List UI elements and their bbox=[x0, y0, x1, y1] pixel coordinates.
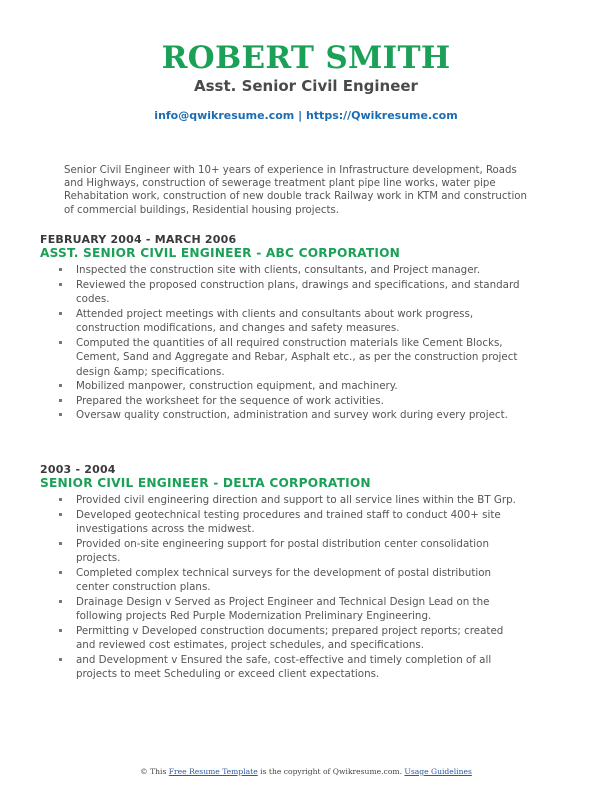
bullet-icon bbox=[59, 498, 62, 501]
list-item bbox=[40, 408, 524, 423]
bullet-text: and Development v Ensured the safe, cost-effective and timely completion of all projects to meet Scheduling or exceed client expectations. bbox=[76, 653, 492, 680]
job-bullets bbox=[40, 263, 540, 423]
list-item bbox=[40, 566, 524, 595]
email-link[interactable]: info@qwikresume.com bbox=[154, 109, 295, 122]
usage-guidelines-link[interactable]: Usage Guidelines bbox=[404, 767, 472, 776]
contact-line bbox=[0, 109, 612, 123]
bullet-text: Provided on-site engineering support for postal distribution center consolidation projects. bbox=[76, 537, 489, 564]
footer-middle: is the copyright of Qwikresume.com. bbox=[257, 767, 405, 776]
job-date: 2003 - 2004 bbox=[40, 463, 116, 476]
bullet-text: Prepared the worksheet for the sequence of work activities. bbox=[76, 394, 384, 407]
job-title: SENIOR CIVIL ENGINEER - DELTA CORPORATION bbox=[40, 476, 371, 490]
bullet-icon bbox=[59, 600, 62, 603]
bullet-icon bbox=[59, 542, 62, 545]
list-item bbox=[40, 508, 524, 537]
job-date: FEBRUARY 2004 - MARCH 2006 bbox=[40, 233, 237, 246]
bullet-icon bbox=[59, 513, 62, 516]
job-entry-1 bbox=[40, 233, 540, 423]
list-item bbox=[40, 624, 524, 653]
list-item bbox=[40, 653, 524, 682]
resume-header bbox=[0, 40, 612, 123]
candidate-name: ROBERT SMITH bbox=[161, 40, 451, 76]
bullet-text: Provided civil engineering direction and support to all service lines within the BT Grp. bbox=[76, 494, 516, 506]
bullet-icon bbox=[59, 571, 62, 574]
bullet-icon bbox=[59, 283, 62, 286]
copyright-footer bbox=[0, 767, 612, 777]
bullet-icon bbox=[59, 268, 62, 271]
candidate-title: Asst. Senior Civil Engineer bbox=[194, 77, 418, 95]
bullet-icon bbox=[59, 312, 62, 315]
bullet-icon bbox=[59, 341, 62, 344]
bullet-text: Developed geotechnical testing procedures and trained staff to conduct 400+ site investigations across the midwest. bbox=[76, 508, 501, 535]
job-title: ASST. SENIOR CIVIL ENGINEER - ABC CORPORATION bbox=[40, 246, 401, 260]
contact-separator: | bbox=[294, 109, 306, 122]
list-item bbox=[40, 394, 524, 409]
bullet-icon bbox=[59, 629, 62, 632]
bullet-text: Computed the quantities of all required construction materials like Cement Blocks, Cement, Sand and Aggregate and Rebar, Asphalt etc., as per the construction project design &amp; specifications. bbox=[76, 336, 518, 378]
bullet-text: Mobilized manpower, construction equipment, and machinery. bbox=[76, 380, 398, 392]
list-item bbox=[40, 263, 524, 278]
bullet-text: Reviewed the proposed construction plans, drawings and specifications, and standard codes. bbox=[76, 278, 520, 305]
bullet-icon bbox=[59, 384, 62, 387]
list-item bbox=[40, 379, 524, 394]
footer-prefix: © This bbox=[140, 767, 169, 776]
bullet-icon bbox=[59, 399, 62, 402]
professional-summary: Senior Civil Engineer with 10+ years of experience in Infrastructure development, Roads and Highways, construction of sewerage treatment plant pipe line works, water pipe Rehabitation work, construction of new double track Railway work in KTM and construction of commercial buildings, Residential housing projects. bbox=[64, 165, 527, 216]
bullet-text: Permitting v Developed construction documents; prepared project reports; created and reviewed cost estimates, project schedules, and specifications. bbox=[76, 624, 504, 651]
list-item bbox=[40, 336, 524, 380]
bullet-icon bbox=[59, 658, 62, 661]
job-bullets bbox=[40, 493, 540, 682]
bullet-text: Inspected the construction site with clients, consultants, and Project manager. bbox=[76, 264, 481, 276]
bullet-icon bbox=[59, 413, 62, 416]
list-item bbox=[40, 307, 524, 336]
list-item bbox=[40, 537, 524, 566]
bullet-text: Drainage Design v Served as Project Engineer and Technical Design Lead on the following projects Red Purple Modernization Preliminary Engineering. bbox=[76, 595, 490, 622]
free-resume-template-link[interactable]: Free Resume Template bbox=[168, 767, 258, 776]
bullet-text: Attended project meetings with clients and consultants about work progress, construction modifications, and changes and safety measures. bbox=[76, 307, 474, 334]
bullet-text: Completed complex technical surveys for the development of postal distribution center construction plans. bbox=[76, 566, 492, 593]
list-item bbox=[40, 595, 524, 624]
website-link[interactable]: https://Qwikresume.com bbox=[305, 109, 458, 122]
bullet-text: Oversaw quality construction, administration and survey work during every project. bbox=[76, 409, 508, 421]
list-item bbox=[40, 278, 524, 307]
list-item bbox=[40, 493, 524, 508]
job-entry-2 bbox=[40, 463, 540, 682]
